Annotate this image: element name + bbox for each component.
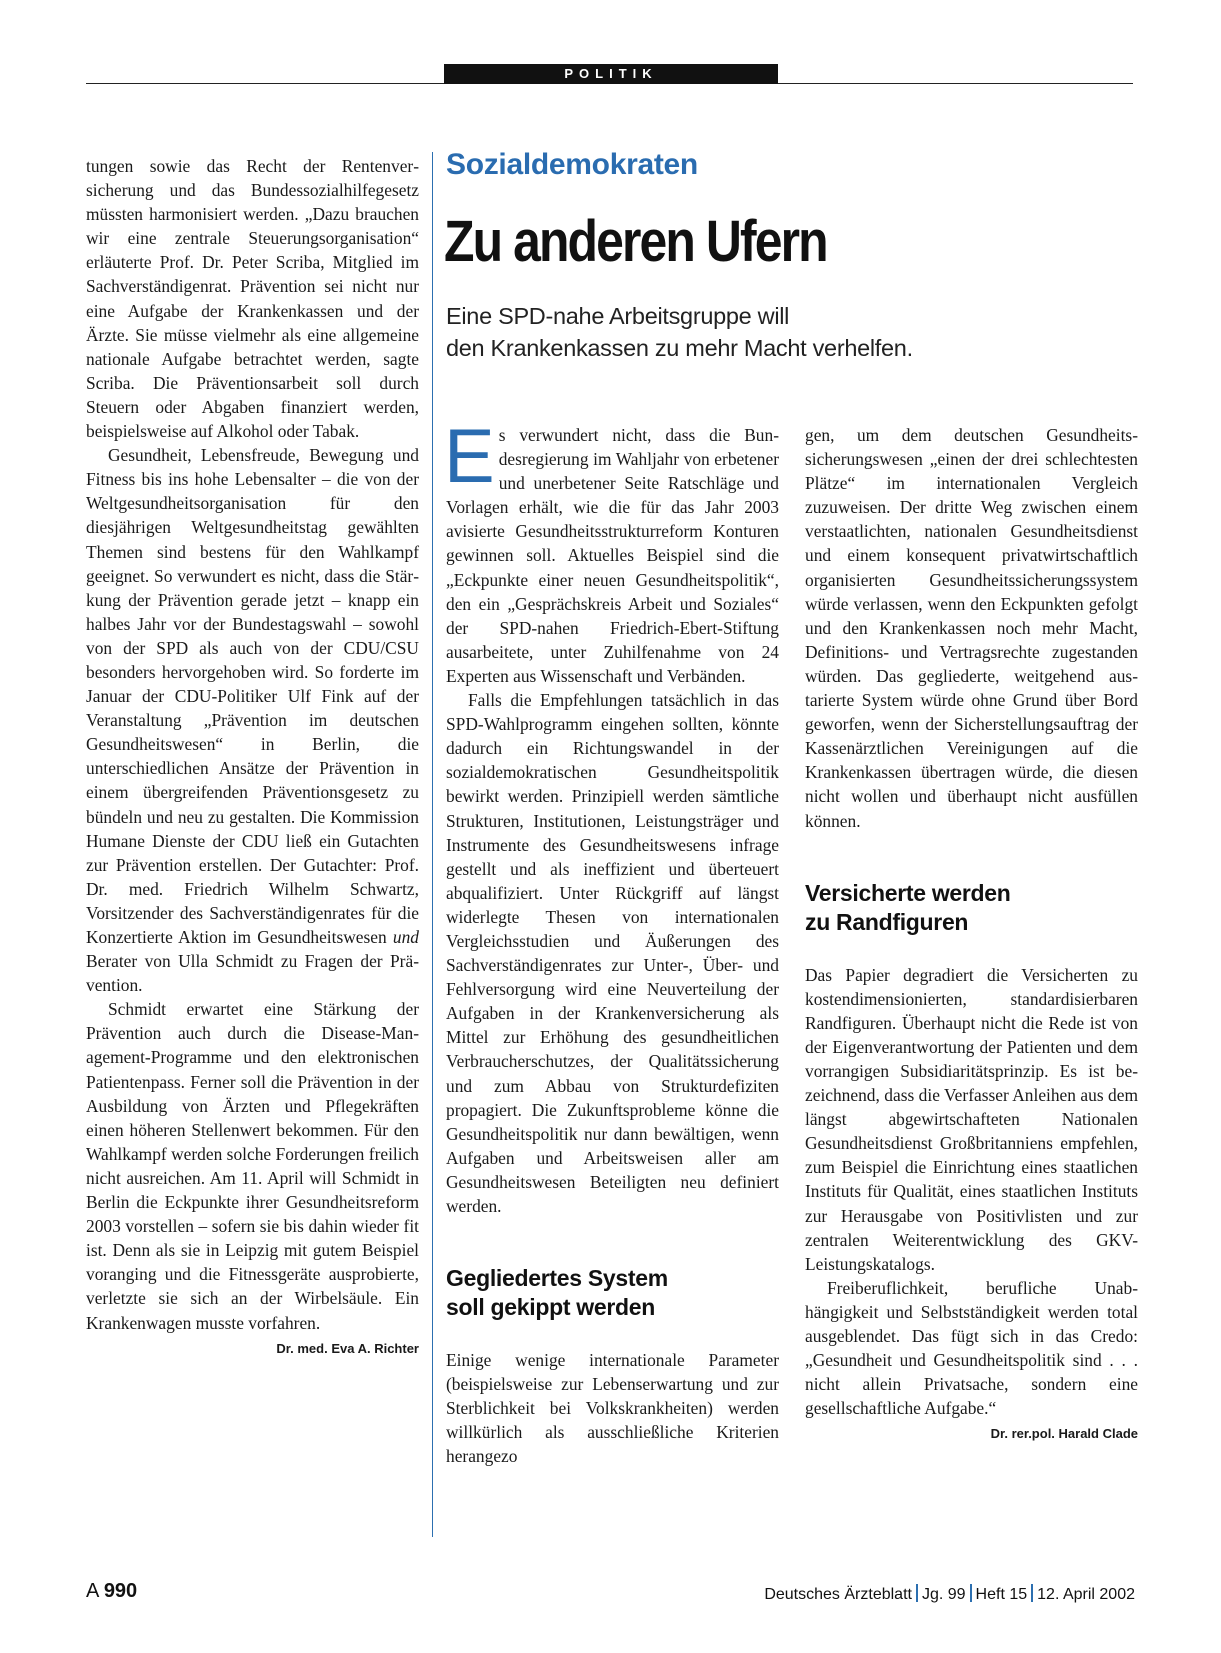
paragraph: Einige wenige internationale Parameter (beispielsweise zur Lebenserwartung und zur Sterblichkeit bei Volkskrankheiten) werden willkürlich als ausschließliche Kriterien herangezo <box>446 1350 779 1467</box>
paragraph-text: Freiberuflichkeit, berufliche Unabhängigkeit und Selbstständigkeit werden total ausgeblendet. Das fügt sich in das Credo: „Gesundheit und Gesundheitspolitik sind . . . nicht allein Privatsache, sondern eine gesellschaftliche Aufgabe.“ <box>805 1277 1138 1419</box>
middle-column <box>444 414 779 1469</box>
paragraph <box>86 443 419 997</box>
page-number <box>86 1580 137 1603</box>
journal-date: 12. April 2002 <box>1037 1586 1135 1603</box>
separator <box>916 1584 918 1602</box>
heading-line: Versicherte werden <box>805 879 1011 906</box>
separator <box>1031 1584 1033 1602</box>
article-kicker: Sozialdemokraten <box>446 148 698 181</box>
heading-line: zu Randfiguren <box>805 908 969 935</box>
paragraph: gen, um dem deutschen Gesundheitssicherungswesen „einen der drei schlechtesten Plätze“ im internationalen Vergleich zuzuweisen. Der dritte Weg zwischen einem verstaatlichten, nationalen Gesundheitsdienst und einem konsequent privatwirtschaftlich organisierten Gesundheitssicherungssystem würde verlassen, wenn den Eckpunkten gefolgt und den Krankenkassen noch mehr Macht, Definitions- und Vertragsrechte zugestanden würden. Das gegliederte, weitgehend austarierte System würde ohne Grund über Bord geworfen, wenn der Sicherstellungsauftrag der Kassenärztlichen Vereinigungen auf die Krankenkassen übertragen würde, die diesen nicht wollen und überhaupt nicht ausfüllen können. <box>805 425 1138 831</box>
journal-volume: Jg. 99 <box>921 1586 966 1603</box>
article-title: Zu anderen Ufern <box>444 209 827 274</box>
paragraph: Das Papier degradiert die Versicherten zu kostendimensionierten, standardisierbaren Randfiguren. Überhaupt nicht die Rede ist von der Eigenverantwortung der Patienten und dem vorrangigen Subsidiaritätsprinzip. Es ist bezeichnend, dass die Verfasser Anleihen aus dem längst abgewirtschafteten Nationalen Gesundheitsdienst Großbritanniens empfehlen, zum Beispiel die Einrichtung eines staatlichen Instituts für Qualität, eines staatlichen Instituts zur Herausgabe von Positivlisten und zur zentralen Weiterentwicklung des GKV-Leistungskatalogs. <box>805 964 1138 1274</box>
journal-name: Deutsches Ärzteblatt <box>764 1586 912 1603</box>
paragraph <box>86 997 419 1356</box>
paragraph-text: s verwundert nicht, dass die Bundesregierung im Wahljahr von erbetener und unerbetener Seite Ratschläge und Vorlagen erhält, wie die für das Jahr 2003 avisierte Gesundheitsstrukturreform Konturen gewinnen soll. Aktuelles Beispiel sind die „Eckpunkte einer neuen Gesundheitspolitik“, den ein „Gesprächskreis Arbeit und Soziales“ der SPD-nahen Friedrich-Ebert-Stiftung ausarbeitete, unter Zuhilfenahme von 24 Experten aus Wissenschaft und Verbänden. <box>446 425 779 686</box>
paragraph <box>444 414 779 688</box>
emphasis: und <box>392 927 419 947</box>
journal-issue: Heft 15 <box>975 1586 1028 1603</box>
paragraph: Falls die Empfehlungen tatsächlich in das SPD-Wahlprogramm eingehen sollten, könnte dadurch ein Richtungswandel in der sozialdemokratischen Gesundheitspolitik bewirkt werden. Prinzipiell werden sämtliche Strukturen, Institutionen, Leistungsträger und Instrumente des Gesundheitswesens infrage gestellt und als ineffizient und überteuert abqualifiziert. Unter Rückgriff auf längst widerlegte Thesen von internationalen Vergleichsstudien und Äußerungen des Sachverständigenrates zur Unter-, Über- und Fehlversorgung wird eine Neuverteilung der Aufgaben in der Krankenversicherung als Mittel zur Erhöhung des gesundheitlichen Verbraucherschutzes, der Qualitätssicherung und zum Abbau von Strukturdefiziten propagiert. Die Zukunftsprobleme könne die Gesundheitspolitik nur dann bewältigen, wenn Aufgaben und Arbeitsweisen aller am Gesundheitswesen Beteiligten neu definiert werden. <box>446 690 779 1216</box>
page-prefix: A <box>86 1580 99 1602</box>
right-column <box>805 423 1138 1446</box>
journal-info <box>764 1584 1135 1604</box>
subtitle-line: den Krankenkassen zu mehr Macht verhelfen. <box>446 335 913 361</box>
page-number-value: 990 <box>103 1580 138 1602</box>
article-subtitle <box>446 300 913 364</box>
section-heading <box>446 1264 779 1322</box>
section-label: POLITIK <box>444 64 778 84</box>
heading-line: Gegliedertes System <box>446 1265 668 1292</box>
paragraph-text: Schmidt erwartet eine Stärkung der Prävention auch durch die Disease-Management-Programme und den elektronischen Patientenpass. Ferner soll die Prävention in der Ausbildung von Ärzten und Pflegekräften einen höheren Stellenwert bekommen. Für den Wahlkampf werden solche Forderungen freilich nicht ausreichen. Am 11. April will Schmidt in Berlin die Eckpunkte ihrer Gesundheitsreform 2003 vorstellen – sofern sie bis dahin wieder fit ist. Denn als sie in Leipzig mit gutem Beispiel voranging und die Fitnessgeräte ausprobierte, verletzte sie sich an der Wirbelsäule. Ein Krankenwagen musste vorfahren. <box>86 999 419 1333</box>
paragraph-text: Berater von Ulla Schmidt zu Fragen der Prävention. <box>86 951 419 996</box>
subtitle-line: Eine SPD-nahe Arbeitsgruppe will <box>446 303 790 329</box>
drop-cap: E <box>444 414 495 499</box>
section-heading <box>805 879 1138 937</box>
column-divider <box>432 152 433 1537</box>
left-column <box>86 154 419 1361</box>
paragraph <box>805 1276 1138 1442</box>
paragraph-text: Gesundheit, Lebensfreude, Bewegung und Fitness bis ins hohe Lebensalter – die von der Weltgesundheitsorganisation für den diesjährigen Weltgesundheitstag gewählten Themen sind bestens für den Wahlkampf geeignet. So verwundert es nicht, dass die Stärkung der Prävention gerade jetzt – knapp ein halbes Jahr vor der Bundestagswahl – sowohl von der SPD als auch von der CDU/CSU besonders hervorgehoben wird. So forderte im Januar der CDU-Politiker Ulf Fink auf der Veranstaltung „Prävention im deutschen Gesundheitswesen“ in Berlin, die unterschiedlichen Ansätze der Prävention in einem übergreifenden Präventionsgesetz zu bündeln und neu zu gestalten. Die Kommission Humane Dienste der CDU ließ ein Gutachten zur Prävention erstellen. Der Gutachter: Prof. Dr. med. Friedrich Wilhelm Schwartz, Vorsitzender des Sachverständigenrates für die Konzertierte Aktion im Gesundheitswesen <box>86 445 419 947</box>
author-byline: Dr. med. Eva A. Richter <box>276 1340 419 1356</box>
paragraph: tungen sowie das Recht der Rentenversicherung und das Bundessozialhilfegesetz müssten harmonisiert werden. „Dazu brauchen wir eine zentrale Steuerungsorganisation“ erläuterte Prof. Dr. Peter Scriba, Mitglied im Sachverständigenrat. Prävention sei nicht nur eine Aufgabe der Krankenkassen und der Ärzte. Sie müsse vielmehr als eine allgemeine nationale Aufgabe betrachtet werden, sagte Scriba. Die Präventionsarbeit soll durch Steuern oder Abgaben finanziert werden, beispielsweise auf Alkohol oder Tabak. <box>86 156 419 442</box>
separator <box>970 1584 972 1602</box>
author-byline: Dr. rer.pol. Harald Clade <box>990 1426 1138 1442</box>
heading-line: soll gekippt werden <box>446 1294 656 1321</box>
